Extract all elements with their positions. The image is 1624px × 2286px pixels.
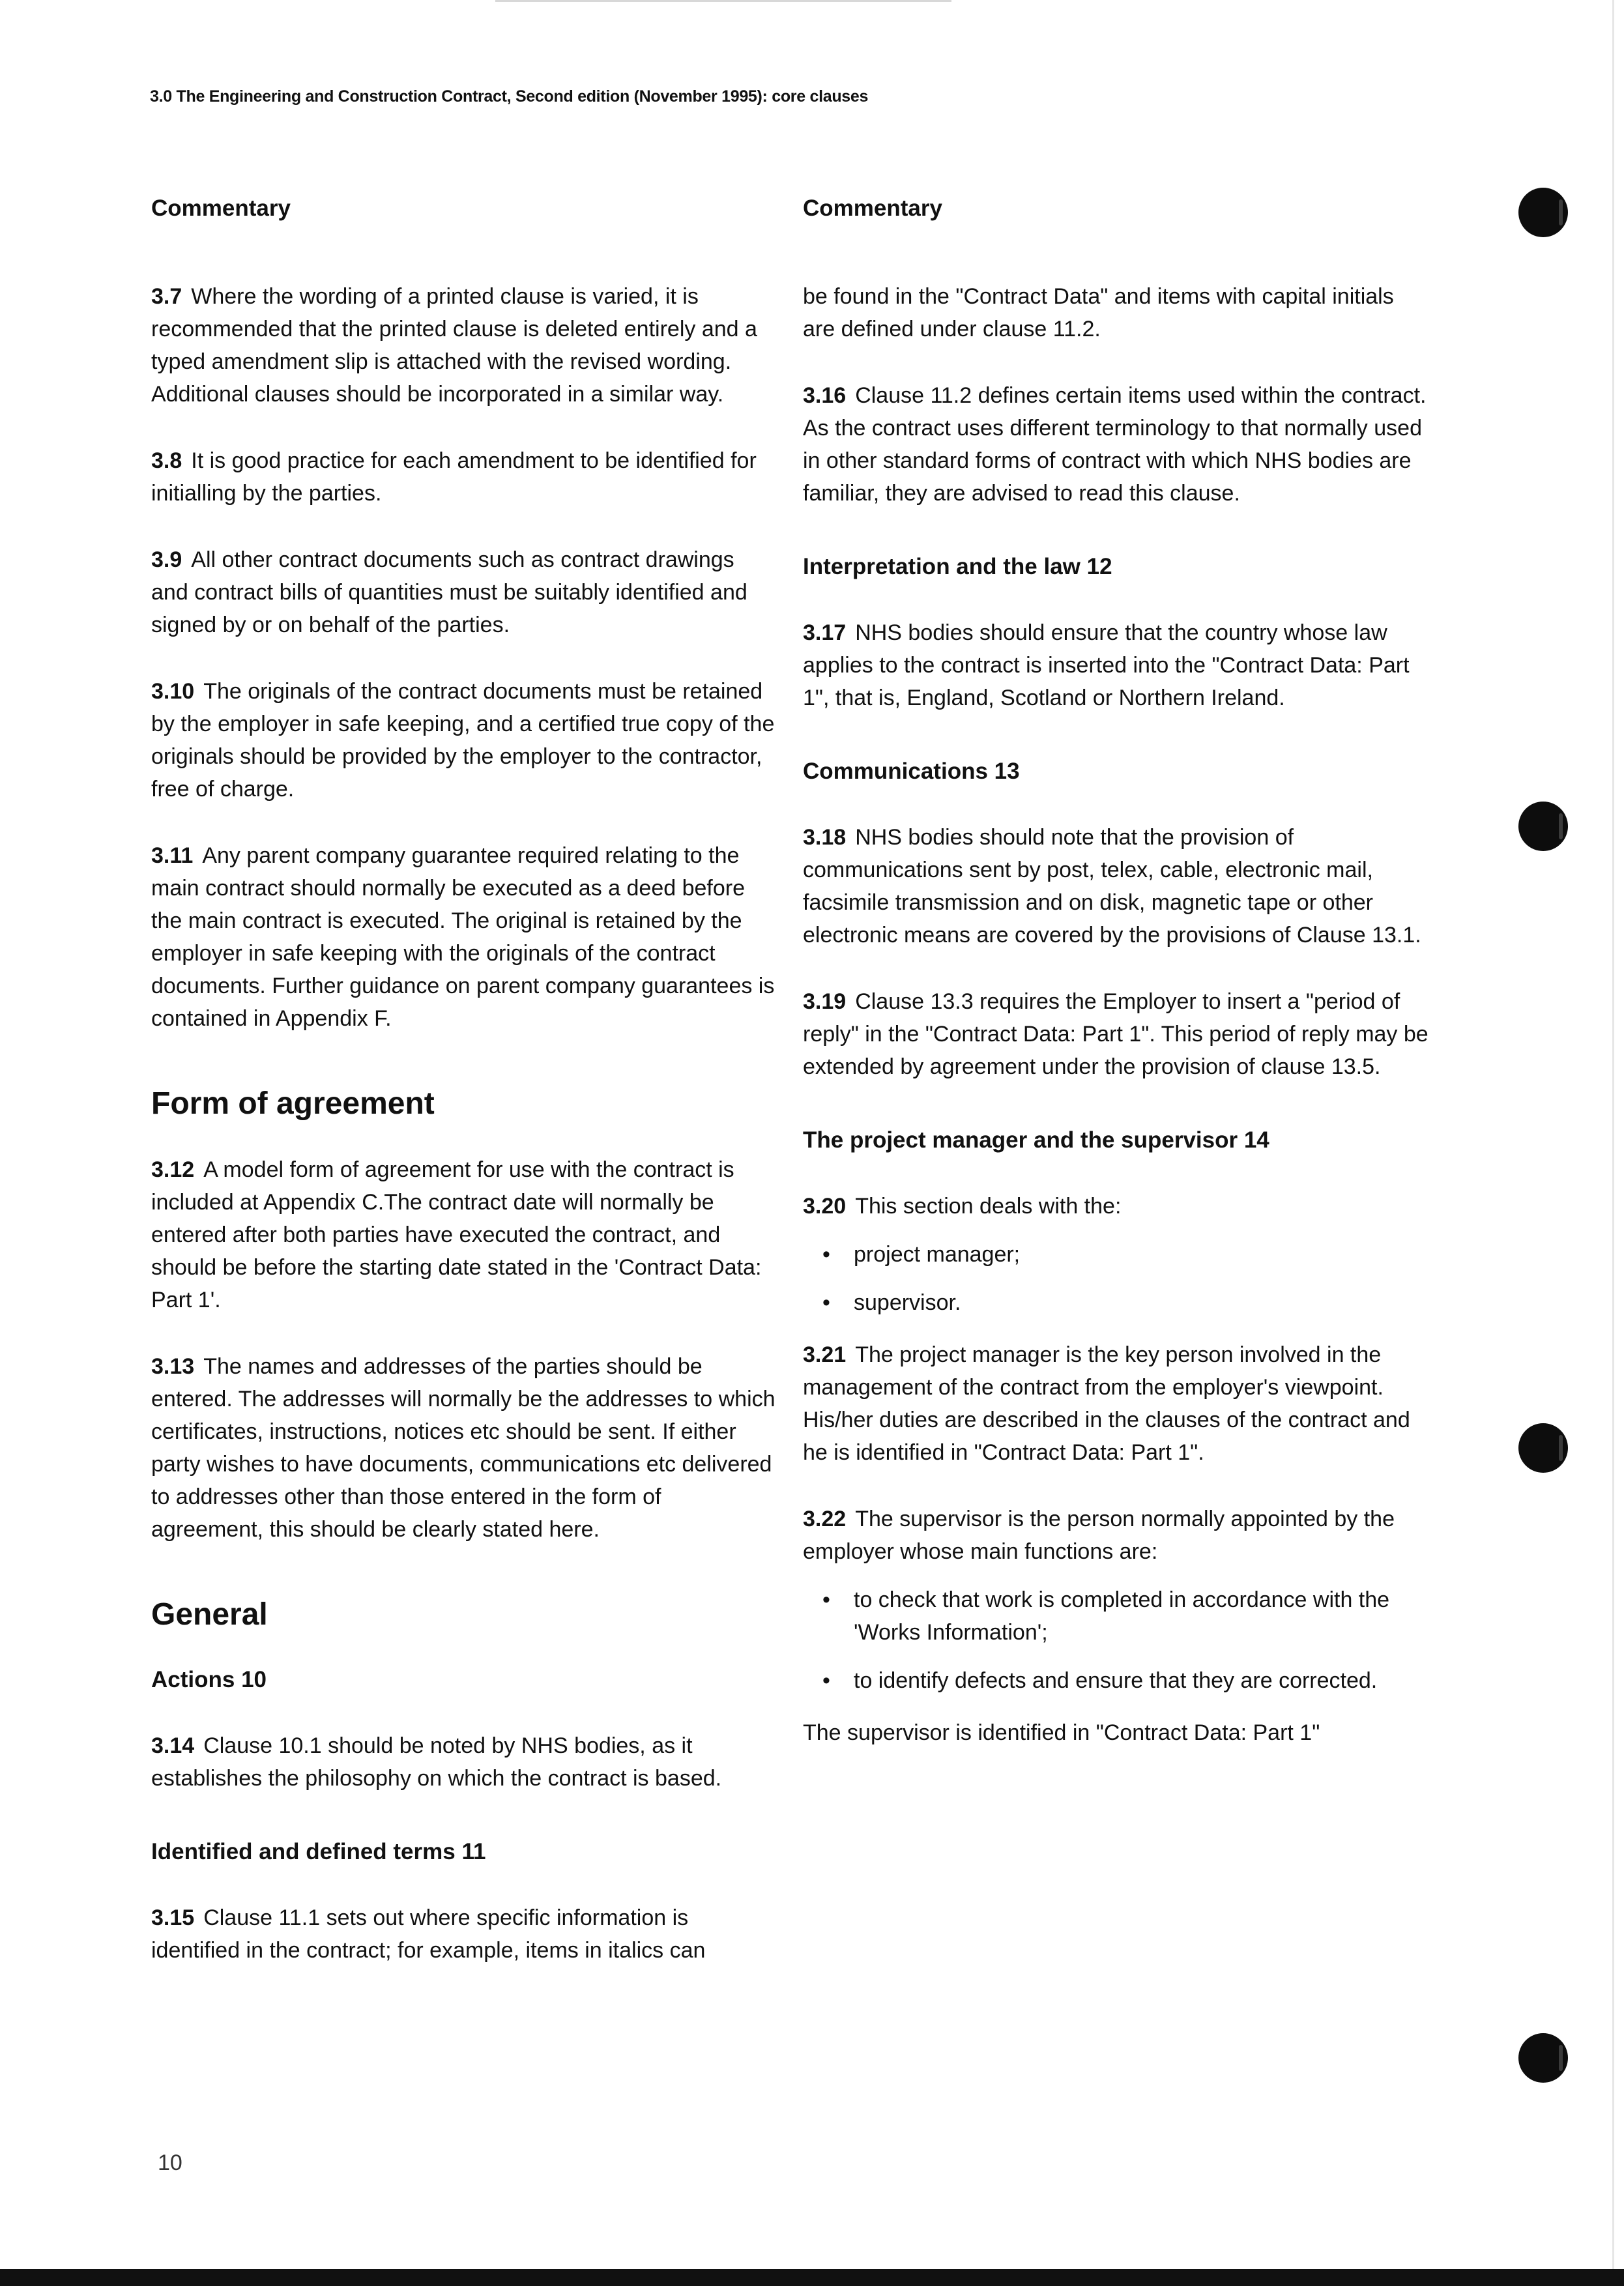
list-item-text: to identify defects and ensure that they are corrected. <box>854 1668 1378 1693</box>
subheading-communications: Communications 13 <box>803 759 1020 784</box>
list-item <box>822 1238 1428 1271</box>
paragraph-number: 3.16 <box>803 383 847 408</box>
paragraph-number: 3.11 <box>151 843 194 868</box>
paragraph-text: Any parent company guarantee required relating to the main contract should normally be executed as a deed before the main contract is executed. The original is retained by the employer in safe keeping with the originals of the contract documents. Further guidance on parent company guarantees is contained in Appendix F. <box>151 843 775 1031</box>
bullet-list-3-22 <box>803 1584 1428 1697</box>
paragraph-text: The originals of the contract documents must be retained by the employer in safe keeping, and a certified true copy of the originals should be provided by the employer to the contractor, free of charge. <box>151 679 775 802</box>
section-heading-general: General <box>151 1597 268 1632</box>
paragraph-number: 3.19 <box>803 989 847 1014</box>
bullet-icon: • <box>822 1290 830 1315</box>
paragraph-text: The project manager is the key person involved in the management of the contract from the employer's viewpoint. His/her duties are described in the clauses of the contract and he is identified in "Contract Data: Part 1". <box>803 1342 1410 1465</box>
page-number: 10 <box>158 2150 182 2175</box>
list-item <box>822 1664 1428 1697</box>
bullet-icon: • <box>822 1668 830 1693</box>
paragraph-text: Clause 10.1 should be noted by NHS bodies, as it establishes the philosophy on which the contract is based. <box>151 1733 722 1791</box>
list-item-text: supervisor. <box>854 1290 961 1315</box>
list-item-text: project manager; <box>854 1242 1021 1267</box>
paragraph-3-15-continued: be found in the "Contract Data" and items with capital initials are defined under clause 11.2. <box>803 284 1394 341</box>
running-head: 3.0 The Engineering and Construction Contract, Second edition (November 1995): core clauses <box>150 87 869 106</box>
paragraph-3-20 <box>803 1190 1428 1223</box>
scan-top-edge <box>495 0 951 2</box>
right-column-heading: Commentary <box>803 195 942 221</box>
section-heading-form-of-agreement: Form of agreement <box>151 1086 435 1121</box>
paragraph-text: It is good practice for each amendment to be identified for initialling by the parties. <box>151 448 757 506</box>
right-column <box>803 195 1428 1783</box>
paragraph-3-22 <box>803 1503 1428 1568</box>
scan-right-edge <box>1612 0 1614 2269</box>
paragraph-3-7 <box>151 280 777 411</box>
paragraph-3-17 <box>803 616 1428 714</box>
paragraph-text: The names and addresses of the parties should be entered. The addresses will normally be the addresses to which certificates, instructions, notices etc should be sent. If either party wishes to have documents, communications etc delivered to addresses other than those entered in the form of agreement, this should be clearly stated here. <box>151 1354 776 1542</box>
paragraph-text: Clause 11.1 sets out where specific information is identified in the contract; for example, items in italics can <box>151 1905 706 1963</box>
punch-hole-icon <box>1518 802 1568 851</box>
left-column <box>151 195 777 2001</box>
bullet-icon: • <box>822 1587 830 1612</box>
paragraph-3-8 <box>151 444 777 510</box>
punch-hole-icon <box>1518 188 1568 237</box>
paragraph-3-13 <box>151 1350 777 1546</box>
paragraph-text: A model form of agreement for use with the contract is included at Appendix C.The contract date will normally be entered after both parties have executed the contract, and should be before the starting date stated in the 'Contract Data: Part 1'. <box>151 1157 762 1312</box>
paragraph-text: NHS bodies should note that the provision of communications sent by post, telex, cable, electronic mail, facsimile transmission and on disk, magnetic tape or other electronic means are covered by the provisions of Clause 13.1. <box>803 825 1421 948</box>
paragraph-3-15 <box>151 1902 777 1967</box>
paragraph-number: 3.8 <box>151 448 182 473</box>
paragraph-number: 3.9 <box>151 547 182 572</box>
paragraph-text: The supervisor is the person normally appointed by the employer whose main functions are: <box>803 1507 1395 1564</box>
paragraph-number: 3.22 <box>803 1507 847 1531</box>
subheading-interpretation: Interpretation and the law 12 <box>803 554 1112 579</box>
paragraph-number: 3.13 <box>151 1354 195 1379</box>
paragraph-number: 3.21 <box>803 1342 847 1367</box>
paragraph-text: NHS bodies should ensure that the country whose law applies to the contract is inserted into the "Contract Data: Part 1", that is, England, Scotland or Northern Ireland. <box>803 620 1410 710</box>
paragraph-3-19 <box>803 985 1428 1083</box>
paragraph-3-10 <box>151 675 777 805</box>
paragraph-number: 3.17 <box>803 620 847 645</box>
paragraph-3-11 <box>151 839 777 1035</box>
paragraph-text: This section deals with the: <box>855 1194 1122 1219</box>
paragraph-number: 3.15 <box>151 1905 195 1930</box>
paragraph-3-21 <box>803 1338 1428 1469</box>
punch-hole-icon <box>1518 1423 1568 1473</box>
paragraph-3-9 <box>151 543 777 641</box>
paragraph-text: Where the wording of a printed clause is varied, it is recommended that the printed clause is deleted entirely and a typed amendment slip is attached with the revised wording. Additional clauses should be incorporated in a similar way. <box>151 284 757 407</box>
subheading-identified-terms: Identified and defined terms 11 <box>151 1839 486 1864</box>
bullet-icon: • <box>822 1242 830 1267</box>
paragraph-3-18 <box>803 821 1428 951</box>
closing-line: The supervisor is identified in "Contract Data: Part 1" <box>803 1720 1320 1745</box>
list-item <box>822 1584 1428 1649</box>
paragraph-text: Clause 11.2 defines certain items used within the contract. As the contract uses different terminology to that normally used in other standard forms of contract with which NHS bodies are familiar, they are advised to read this clause. <box>803 383 1427 506</box>
punch-hole-icon <box>1518 2033 1568 2083</box>
paragraph-number: 3.20 <box>803 1194 847 1219</box>
paragraph-number: 3.18 <box>803 825 847 850</box>
paragraph-3-12 <box>151 1153 777 1316</box>
list-item <box>822 1286 1428 1319</box>
paragraph-text: All other contract documents such as contract drawings and contract bills of quantities must be suitably identified and signed by or on behalf of the parties. <box>151 547 747 637</box>
paragraph-number: 3.10 <box>151 679 195 704</box>
left-column-heading: Commentary <box>151 195 291 221</box>
paragraph-number: 3.7 <box>151 284 182 309</box>
scan-bottom-edge <box>0 2269 1624 2286</box>
paragraph-number: 3.12 <box>151 1157 195 1182</box>
subheading-actions: Actions 10 <box>151 1667 267 1692</box>
paragraph-3-16 <box>803 379 1428 510</box>
subheading-project-manager: The project manager and the supervisor 14 <box>803 1127 1269 1153</box>
list-item-text: to check that work is completed in accordance with the 'Works Information'; <box>854 1587 1390 1645</box>
paragraph-3-14 <box>151 1729 777 1795</box>
bullet-list-3-20 <box>803 1238 1428 1319</box>
paragraph-number: 3.14 <box>151 1733 195 1758</box>
paragraph-text: Clause 13.3 requires the Employer to insert a "period of reply" in the "Contract Data: Part 1". This period of reply may be extended by agreement under the provision of clause 13.5. <box>803 989 1428 1079</box>
